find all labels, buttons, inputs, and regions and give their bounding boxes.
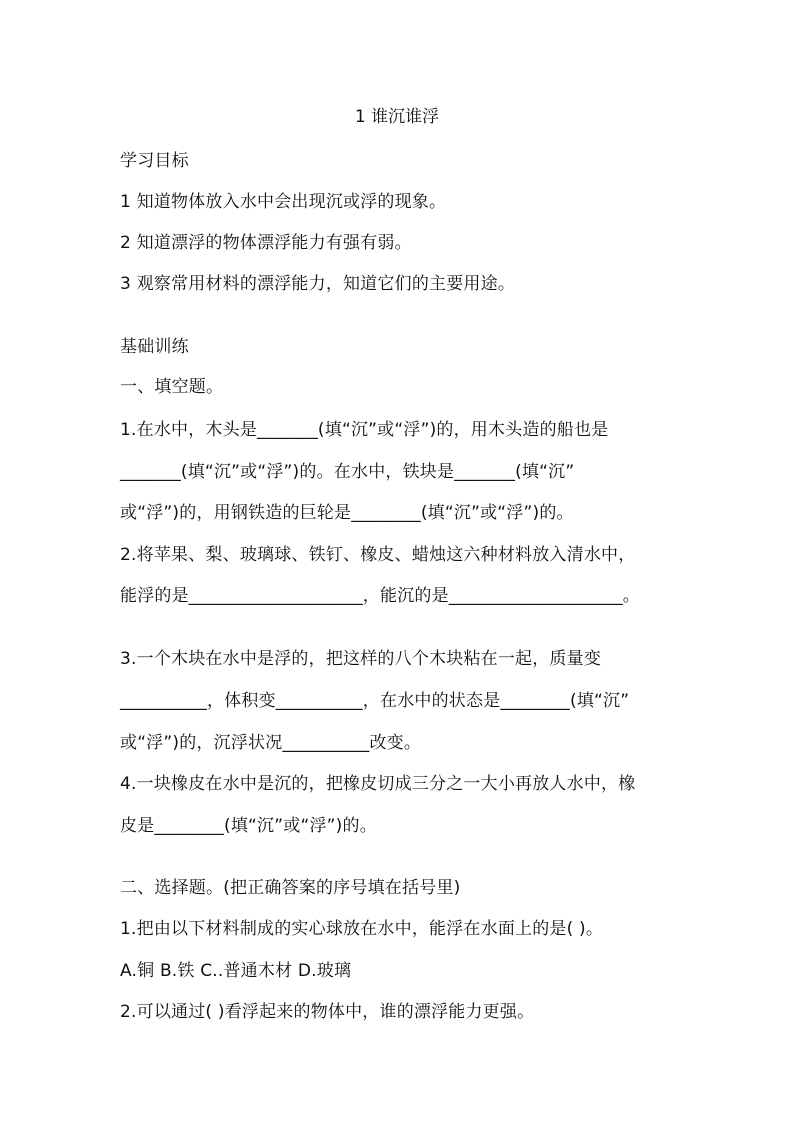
section-fill-heading: 一、填空题。 bbox=[120, 377, 224, 397]
fill-q1-line-2: _______(填“沉”或“浮”)的。在水中，铁块是_______(填“沉” bbox=[120, 462, 575, 482]
fill-q3-line-3: 或“浮”)的，沉浮状况__________改变。 bbox=[120, 733, 422, 753]
page-title: 1 谁沉谁浮 bbox=[354, 107, 440, 127]
fill-q2-line-1: 2.将苹果、梨、玻璃球、铁钉、橡皮、蜡烛这六种材料放入清水中， bbox=[120, 545, 636, 565]
choice-q1-options: A.铜 B.铁 C..普通木材 D.玻璃 bbox=[120, 961, 352, 981]
fill-q1-line-1: 1.在水中，木头是_______(填“沉”或“浮”)的，用木头造的船也是 bbox=[120, 420, 609, 440]
objective-item-3: 3 观察常用材料的漂浮能力，知道它们的主要用途。 bbox=[120, 274, 516, 294]
fill-q1-line-3: 或“浮”)的，用钢铁造的巨轮是________(填“沉”或“浮”)的。 bbox=[120, 503, 574, 523]
objectives-heading: 学习目标 bbox=[120, 151, 189, 171]
objective-item-1: 1 知道物体放入水中会出现沉或浮的现象。 bbox=[120, 192, 447, 212]
choice-q1-stem: 1.把由以下材料制成的实心球放在水中，能浮在水面上的是( )。 bbox=[120, 919, 604, 939]
fill-q3-line-2: __________，体积变__________，在水中的状态是________(填“沉” bbox=[120, 691, 630, 711]
section-choice-heading: 二、选择题。(把正确答案的序号填在括号里) bbox=[120, 878, 461, 898]
fill-q2-line-2: 能浮的是____________________，能沉的是____________________。 bbox=[120, 586, 640, 606]
training-heading: 基础训练 bbox=[120, 337, 189, 357]
fill-q4-line-2: 皮是________(填“沉”或“浮”)的。 bbox=[120, 816, 377, 836]
fill-q3-line-1: 3.一个木块在水中是浮的，把这样的八个木块粘在一起，质量变 bbox=[120, 649, 602, 669]
choice-q2-stem: 2.可以通过( )看浮起来的物体中，谁的漂浮能力更强。 bbox=[120, 1002, 535, 1022]
fill-q4-line-1: 4.一块橡皮在水中是沉的，把橡皮切成三分之一大小再放人水中，橡 bbox=[120, 774, 636, 794]
objective-item-2: 2 知道漂浮的物体漂浮能力有强有弱。 bbox=[120, 233, 412, 253]
